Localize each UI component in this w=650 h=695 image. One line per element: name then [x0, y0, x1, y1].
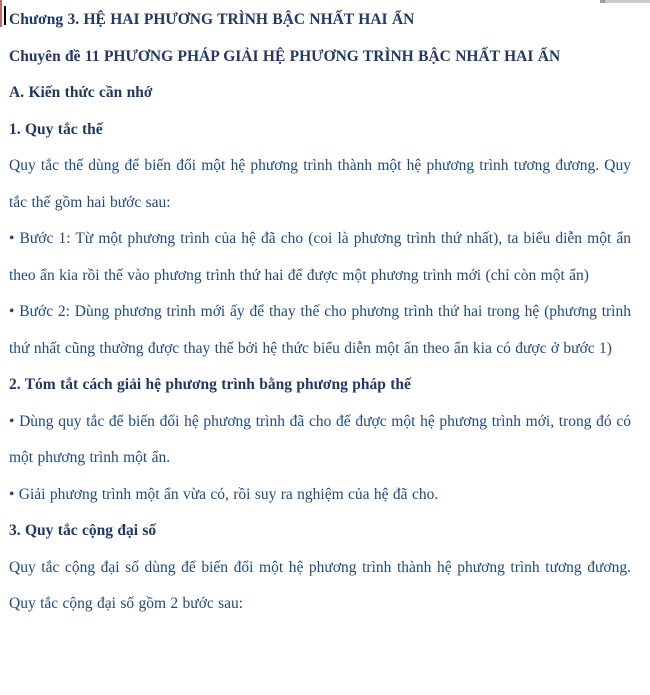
method-bullet-2-paragraph[interactable]: • Giải phương trình một ẩn vừa có, rồi suy ra nghiệm của hệ đã cho.	[9, 485, 439, 503]
chapter-heading[interactable]: Chương 3. HỆ HAI PHƯƠNG TRÌNH BẬC NHẤT HAI ẨN	[9, 11, 415, 28]
addition-rule-paragraph[interactable]: Quy tắc cộng đại số dùng để biến đổi một hệ phương trình thành hệ phương trình tương đương. Quy tắc cộng đại số gồm 2 bước sau:	[9, 558, 631, 612]
margin-change-mark	[0, 0, 2, 27]
text-cursor	[4, 6, 6, 25]
step-1-paragraph[interactable]: • Bước 1: Từ một phương trình của hệ đã cho (coi là phương trình thứ nhất), ta biểu diễn một ẩn theo ẩn kia rồi thế vào phương trình thứ hai để được một phương trình mới (chỉ còn một ẩn)	[9, 230, 631, 284]
subsection-1-heading[interactable]: 1. Quy tắc thế	[9, 120, 103, 138]
step-2-paragraph[interactable]: • Bước 2: Dùng phương trình mới ấy để thay thế cho phương trình thứ hai trong hệ (phương trình thứ nhất cũng thường được thay thế bởi hệ thức biểu diễn một ẩn theo ẩn kia có được ở bước 1)	[9, 303, 631, 357]
subsection-2-heading[interactable]: 2. Tóm tắt cách giải hệ phương trình bằng phương pháp thế	[9, 376, 411, 393]
subsection-3-heading[interactable]: 3. Quy tắc cộng đại số	[9, 522, 157, 539]
topic-heading[interactable]: Chuyên đề 11 PHƯƠNG PHÁP GIẢI HỆ PHƯƠNG TRÌNH BẬC NHẤT HAI ẨN	[9, 47, 561, 65]
substitution-rule-paragraph[interactable]: Quy tắc thế dùng để biến đổi một hệ phương trình thành một hệ phương trình tương đương. Quy tắc thế gồm hai bước sau:	[9, 157, 631, 211]
section-a-heading[interactable]: A. Kiến thức cần nhớ	[9, 84, 153, 101]
method-bullet-1-paragraph[interactable]: • Dùng quy tắc để biến đổi hệ phương trình đã cho để được một hệ phương trình mới, trong đó có một phương trình một ẩn.	[9, 412, 631, 466]
document-body	[9, 2, 631, 623]
